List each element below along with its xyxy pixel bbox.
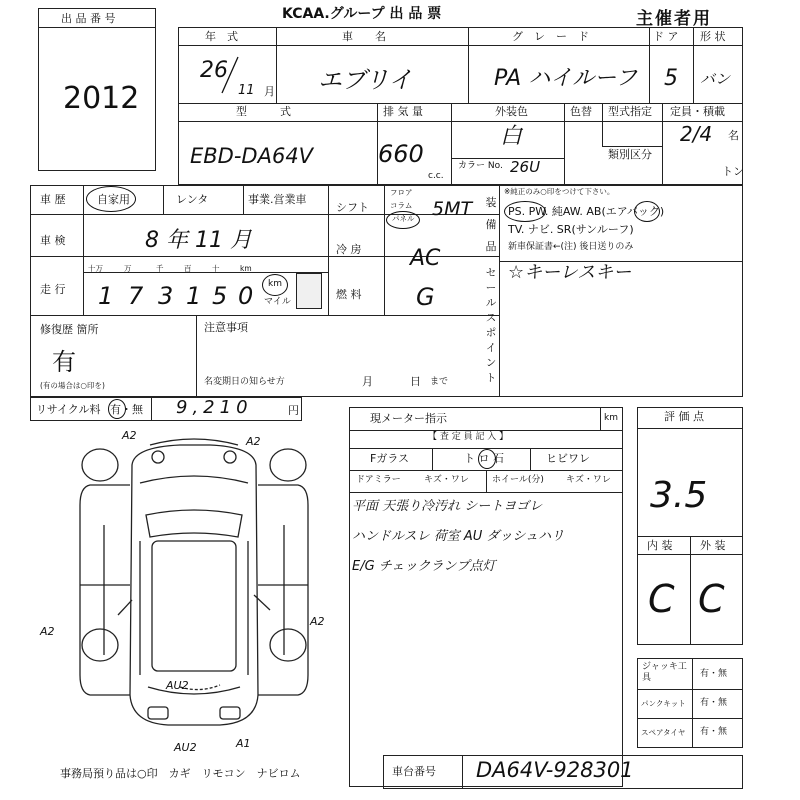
damage-mark-right: A2: [310, 615, 325, 628]
ext-color-label: 外装色: [495, 105, 528, 118]
type-designation-label: 型式指定: [608, 105, 652, 118]
model-label: 車 名: [342, 30, 386, 43]
transfer-month: 月: [362, 375, 373, 388]
mileage-shaded-box: [296, 273, 322, 309]
equipment-line-2: TV. ナビ. SR(サンルーフ): [508, 223, 634, 236]
year-slash: [220, 55, 240, 95]
inspection-label: 車 検: [40, 234, 66, 247]
grade-value: PA ハイルーフ: [494, 66, 638, 91]
ab-circle: [634, 201, 660, 222]
ext-color-value: 白: [500, 124, 523, 149]
displacement-unit: c.c.: [428, 171, 444, 181]
meter-label: 現メーター指示: [370, 412, 447, 425]
mirror-label: ドアミラー: [356, 475, 401, 485]
equipment-note: ※純正のみ○印をつけて下さい。: [504, 187, 615, 196]
organizer-label: 主催者用: [636, 9, 712, 29]
interior-value: C: [648, 577, 675, 621]
chassis-value: DA64V-928301: [476, 758, 634, 782]
shift-floor[interactable]: フロア: [390, 188, 413, 197]
damage-mark-rear-left: AU2: [174, 741, 197, 754]
displacement-label: 排 気 量: [383, 105, 423, 118]
mileage-unit-100: 百: [184, 264, 192, 273]
diagram-footer: 事務局預り品は○印 カギ リモコン ナビロム: [60, 767, 301, 780]
damage-mark-left: A2: [40, 625, 55, 638]
car-diagram: [40, 425, 340, 755]
fuel-value: G: [416, 283, 435, 311]
year-label: 年 式: [205, 30, 238, 43]
mileage-digit-5: 5: [212, 282, 228, 310]
color-change-label: 色替: [570, 105, 592, 118]
form-title: KCAA.グループ 出 品 票: [282, 6, 442, 22]
sales-point-label: セールスポイント: [485, 267, 497, 384]
chassis-label: 車台番号: [392, 765, 436, 778]
month-unit: 月: [264, 85, 275, 98]
repair-history-value: 有: [52, 348, 76, 376]
model-value: エブリイ: [318, 66, 413, 94]
exterior-label: 外 装: [700, 539, 726, 552]
shift-panel[interactable]: パネル: [392, 214, 415, 223]
shape-label: 形 状: [700, 30, 726, 43]
history-rental[interactable]: レンタ: [176, 193, 209, 206]
mileage-unit-100k: 十万: [88, 264, 103, 273]
recycle-label: リサイクル料: [36, 403, 101, 416]
inspector-note-3: E/G チェックランプ点灯: [352, 559, 496, 574]
capacity-label: 定員・積載: [670, 105, 725, 118]
ac-label: 冷 房: [336, 243, 362, 256]
mileage-unit-1k: 千: [156, 264, 164, 273]
history-label: 車 歴: [40, 193, 66, 206]
mileage-digit-4: 1: [186, 282, 202, 310]
crack-label[interactable]: ヒビワレ: [546, 452, 590, 465]
repair-history-note: (有の場合は○印を): [40, 381, 105, 390]
jack-tool-label: ジャッキ工具: [642, 662, 687, 683]
mirror-options[interactable]: キズ・ワレ: [424, 475, 469, 485]
evaluation-score: 3.5: [650, 475, 708, 516]
interior-label: 内 装: [647, 539, 673, 552]
transfer-until: まで: [430, 377, 449, 387]
caution-label: 注意事項: [204, 321, 248, 334]
type-value: EBD-DA64V: [190, 144, 314, 168]
evaluation-label: 評 価 点: [664, 410, 704, 423]
mileage-unit-10k: 万: [124, 264, 132, 273]
capacity-unit-tons: トン: [722, 165, 744, 178]
mile-option[interactable]: マイル: [264, 297, 291, 307]
doors-value: 5: [664, 66, 678, 91]
mileage-label: 走 行: [40, 283, 66, 296]
equipment-line-3: 新車保証書←(注) 後日送りのみ: [508, 242, 634, 252]
puncture-kit-value[interactable]: 有・無: [700, 698, 728, 708]
mileage-digit-6: 0: [238, 282, 254, 310]
grade-label: グ レ ー ド: [512, 30, 589, 43]
sales-point-value: ☆キーレスキー: [508, 262, 632, 283]
recycle-options[interactable]: 有・無: [110, 403, 143, 416]
equipment-line-1: PS. PW. 純AW. AB(エアバック): [508, 205, 665, 218]
shift-panel-circle: [386, 211, 420, 229]
damage-mark-rear-right: A1: [236, 737, 251, 750]
transfer-day: 日: [410, 375, 421, 388]
mileage-digit-1: 1: [98, 282, 114, 310]
history-private[interactable]: 自家用: [97, 193, 130, 206]
capacity-unit-persons: 名: [728, 129, 739, 142]
recycle-yes-circle: [108, 399, 126, 419]
jack-tool-value[interactable]: 有・無: [700, 669, 728, 679]
ac-value: AC: [410, 246, 441, 271]
color-no-label: カラー No.: [458, 161, 503, 171]
classification-label: 類別区分: [608, 148, 652, 161]
damage-mark-front-left: A2: [122, 429, 137, 442]
recycle-value: 9,210: [176, 397, 253, 418]
shape-value: バン: [700, 70, 731, 88]
lot-number-box: [38, 8, 156, 171]
mileage-digit-2: 7: [128, 282, 144, 310]
spare-tire-value[interactable]: 有・無: [700, 727, 728, 737]
glass-options[interactable]: ト ロ 石: [464, 452, 504, 465]
month-value: 11: [238, 83, 255, 98]
displacement-value: 660: [378, 140, 424, 168]
mileage-digit-3: 3: [158, 282, 174, 310]
capacity-value: 2/4: [680, 122, 713, 146]
lot-number-label: 出 品 番 号: [61, 12, 116, 25]
glass-circle: [478, 449, 496, 469]
transfer-label: 名変期日の知らせ方: [204, 377, 285, 387]
year-value: 26: [200, 58, 228, 83]
meter-unit: km: [604, 413, 618, 423]
type-label: 型 式: [236, 105, 291, 118]
color-no-value: 26U: [510, 158, 541, 176]
history-commercial[interactable]: 事業.営業車: [248, 193, 307, 206]
doors-label: ド ア: [653, 30, 679, 43]
repair-history-label: 修復歴 箇所: [40, 323, 99, 336]
shift-column[interactable]: コラム: [390, 201, 413, 210]
km-option[interactable]: km: [268, 279, 282, 289]
puncture-kit-label: パンクキット: [641, 699, 686, 708]
shift-label: シフト: [336, 201, 369, 214]
equipment-label: 装備品: [485, 196, 497, 253]
history-private-circle: [86, 186, 136, 212]
inspector-note-1: 平面 天張り冷汚れ シートヨゴレ: [352, 499, 543, 514]
spare-tire-label: スペアタイヤ: [641, 728, 686, 737]
mileage-unit-10: 十: [212, 264, 220, 273]
glass-label: Fガラス: [370, 452, 409, 465]
km-circle: [262, 274, 288, 296]
inspection-value: 8 年 11 月: [145, 228, 252, 253]
damage-mark-rear-center: AU2: [166, 679, 189, 692]
mileage-unit-km: km: [240, 264, 252, 273]
exterior-value: C: [698, 577, 725, 621]
wheel-label: ホイール(分): [492, 475, 544, 485]
fuel-label: 燃 料: [336, 288, 362, 301]
lot-number: 2012: [63, 81, 140, 116]
inspector-note-2: ハンドルスレ 荷室 AU ダッシュハリ: [352, 529, 565, 544]
ps-circle: [504, 201, 546, 222]
shift-value: 5MT: [432, 198, 473, 220]
wheel-options[interactable]: キズ・ワレ: [566, 475, 611, 485]
damage-mark-front-right: A2: [246, 435, 261, 448]
inspector-section-label: 【 査 定 員 記 入 】: [428, 432, 509, 442]
recycle-unit: 円: [288, 404, 299, 417]
